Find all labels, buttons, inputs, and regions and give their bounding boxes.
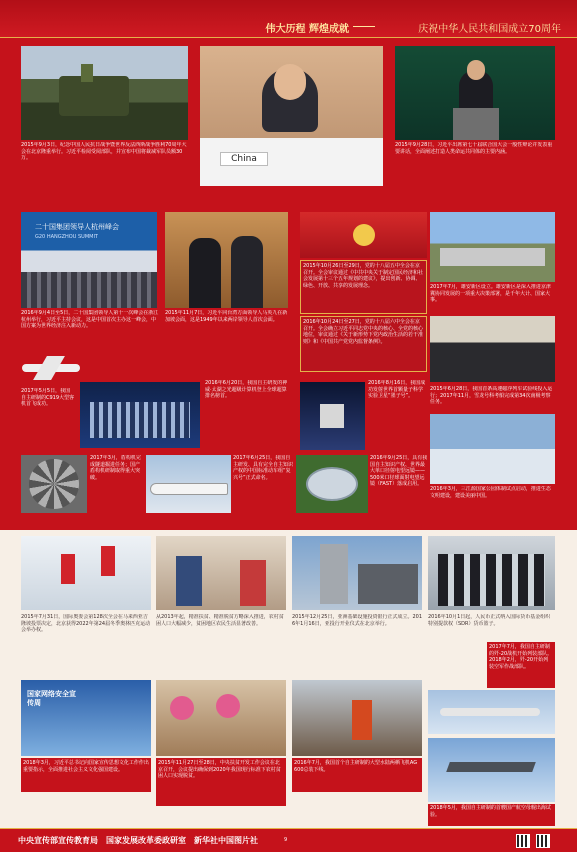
caption-rmb: 2016年10月1日起，人民币正式纳入国际货币基金组织特别提款权（SDR）货币篮子。 [428,614,551,627]
photo-rmb-sdr [428,536,555,610]
caption-g20: 2016年9月4日至5日，二十国集团领导人第十一次峰会在浙江杭州举行，习近平主持会议，这是中国首次主办这一峰会，中国方案为世界经济注入新动力。 [21,310,159,330]
caption-quantum: 2016年8月16日，我国成功发射世界首颗量子科学实验卫星“墨子号”。 [368,380,426,400]
caption-culture: 2018年3月，习近平总书记向国家宣传思想文化工作作出重要指示，全面推进社会主义文化强国建设。 [21,758,151,792]
photo-un-speech-desk [200,46,383,186]
header-subtitle: 庆祝中华人民共和国成立70周年 [418,24,561,35]
caption-supercomputer: 2016年6月20日，我国自主研发的神威·太湖之光超级计算机登上全球超算排名榜首。 [205,380,288,400]
caption-carrier: 2018年5月，我国自主研制的首艘国产航空母舰出海试验。 [428,804,555,826]
caption-aiib: 2015年12月25日，亚洲基础设施投资银行正式成立。2016年1月16日，亚投行开业仪式在北京举行。 [292,614,422,627]
photo-g20-summit [21,212,157,308]
caption-winter-olympics: 2015年7月31日，国际奥委会第128次全会在马来西亚吉隆坡投票决定，北京获得2022年第24届冬季奥林匹克运动会举办权。 [21,614,151,634]
page-footer [0,828,577,852]
photo-cyber-week-poster [21,680,151,756]
caption-cross-strait: 2015年11月7日，习近平同台湾方面领导人马英九在新加坡会面，这是1949年以来两岸领导人首次会面。 [165,310,288,323]
photo-un-podium [395,46,555,140]
page-header [0,0,577,38]
photo-fuxing-train [146,455,231,513]
caption-fast: 2016年9月25日，具有我国自主知识产权、世界最大单口径射电望远镜——500米口径球面射电望远镜（FAST）落成启用。 [370,455,428,488]
photo-lake-birds [430,414,555,484]
caption-j20: 2017年7月，我国自主研制的歼-20战机开始列装部队。2018年2月，歼-20开始列装空军作战部队。 [487,642,555,688]
caption-ecology: 2016年3月，三江源国家公园体制试点启动，推进生态文明建设，建设美丽中国。 [430,486,551,499]
caption-c919: 2017年5月5日，我国自主研制的C919大型客机首飞成功。 [21,388,75,408]
caption-officials: 2015年6月28日，我国首条高速磁浮列车试验线投入运行；2017年11月，雪龙号科考船完成第34次南极考察任务。 [430,386,553,406]
caption-xiongan: 2017年7月，雄安新区设立。雄安新区是深入推进京津冀协同发展的一项重大决策部署，是千年大计、国家大事。 [430,284,551,304]
caption-ag600: 2016年7月，我国首个自主研制的大型水陆两栖飞机AG600总装下线。 [292,758,422,792]
header-title: 伟大历程 辉煌成就 [265,24,349,35]
photo-poverty-relief [156,536,286,610]
g20-banner-en: G20 HANGZHOU SUMMIT [35,234,98,240]
caption-poverty-conference: 2015年11月27日至28日，中央扶贫开发工作会议在北京召开，会议提出确保到2020年我国现行标准下农村贫困人口实现脱贫。 [156,758,286,806]
photo-supercomputer [80,382,200,448]
photo-tunnel-boring-machine [21,455,87,513]
footer-publishers: 中央宣传部宣传教育局 国家发展改革委政研室 新华社中国图片社 [18,836,258,845]
photo-party-plenum [300,212,427,258]
china-placard: China [220,152,268,166]
caption-fifth-plenum: 2015年10月26日至29日，党的十八届五中全会在京召开。全会审议通过《中共中央关于制定国民经济和社会发展第十三个五年规划的建议》，提出创新、协调、绿色、开放、共享的发展理念。 [300,260,427,314]
g20-banner: 二十国集团领导人杭州峰会 [35,223,119,231]
photo-officials-group [430,316,555,382]
photo-winter-skiers [21,536,151,610]
photo-fast-telescope [296,455,368,513]
page-number: 9 [284,837,288,843]
photo-quantum-satellite [300,382,365,450]
photo-cross-strait-meeting [165,212,288,308]
photo-j20-fighter [428,738,555,802]
caption-un-assembly: 2015年9月28日，习近平出席第七十届联合国大会一般性辩论并发表重要讲话，全面阐述打造人类命运共同体的主要内涵。 [395,142,553,155]
photo-poverty-villagers [156,680,286,756]
qr-code-icon-2 [536,834,550,848]
caption-parade: 2015年9月3日，纪念中国人民抗日战争暨世界反法西斯战争胜利70周年大会在北京隆重举行。习近平检阅受阅部队，并宣布中国将裁减军队员额30万。 [21,142,187,162]
cyber-poster-text: 国家网络安全宣传周 [27,690,76,707]
photo-c919-aircraft [18,350,84,384]
header-divider [353,26,375,27]
photo-ag600-aircraft [428,690,555,734]
caption-fuxing: 2017年6月25日，我国自主研发、具有完全自主知识产权的中国标准动车组“复兴号”正式命名。 [233,455,293,481]
photo-military-parade [21,46,188,140]
caption-sixth-plenum: 2016年10月24日至27日，党的十八届六中全会在京召开。全会确立习近平同志党中央的核心、全党的核心地位，审议通过《关于新形势下党内政治生活的若干准则》和《中国共产党党内监督条例》。 [300,316,427,372]
caption-poverty: 从2013年起，精准扶贫、精准脱贫方略深入推进，农村贫困人口大幅减少，贫困地区农民生活显著改善。 [156,614,284,627]
caption-tbm: 2017年3月，盾构机完成隧道掘进任务；国产盾构机研制取得重大突破。 [90,455,141,481]
qr-code-icon [516,834,530,848]
photo-aiib-building [292,536,422,610]
photo-oil-worker [292,680,422,756]
party-emblem-icon [353,224,375,246]
photo-xiongan [430,212,555,282]
